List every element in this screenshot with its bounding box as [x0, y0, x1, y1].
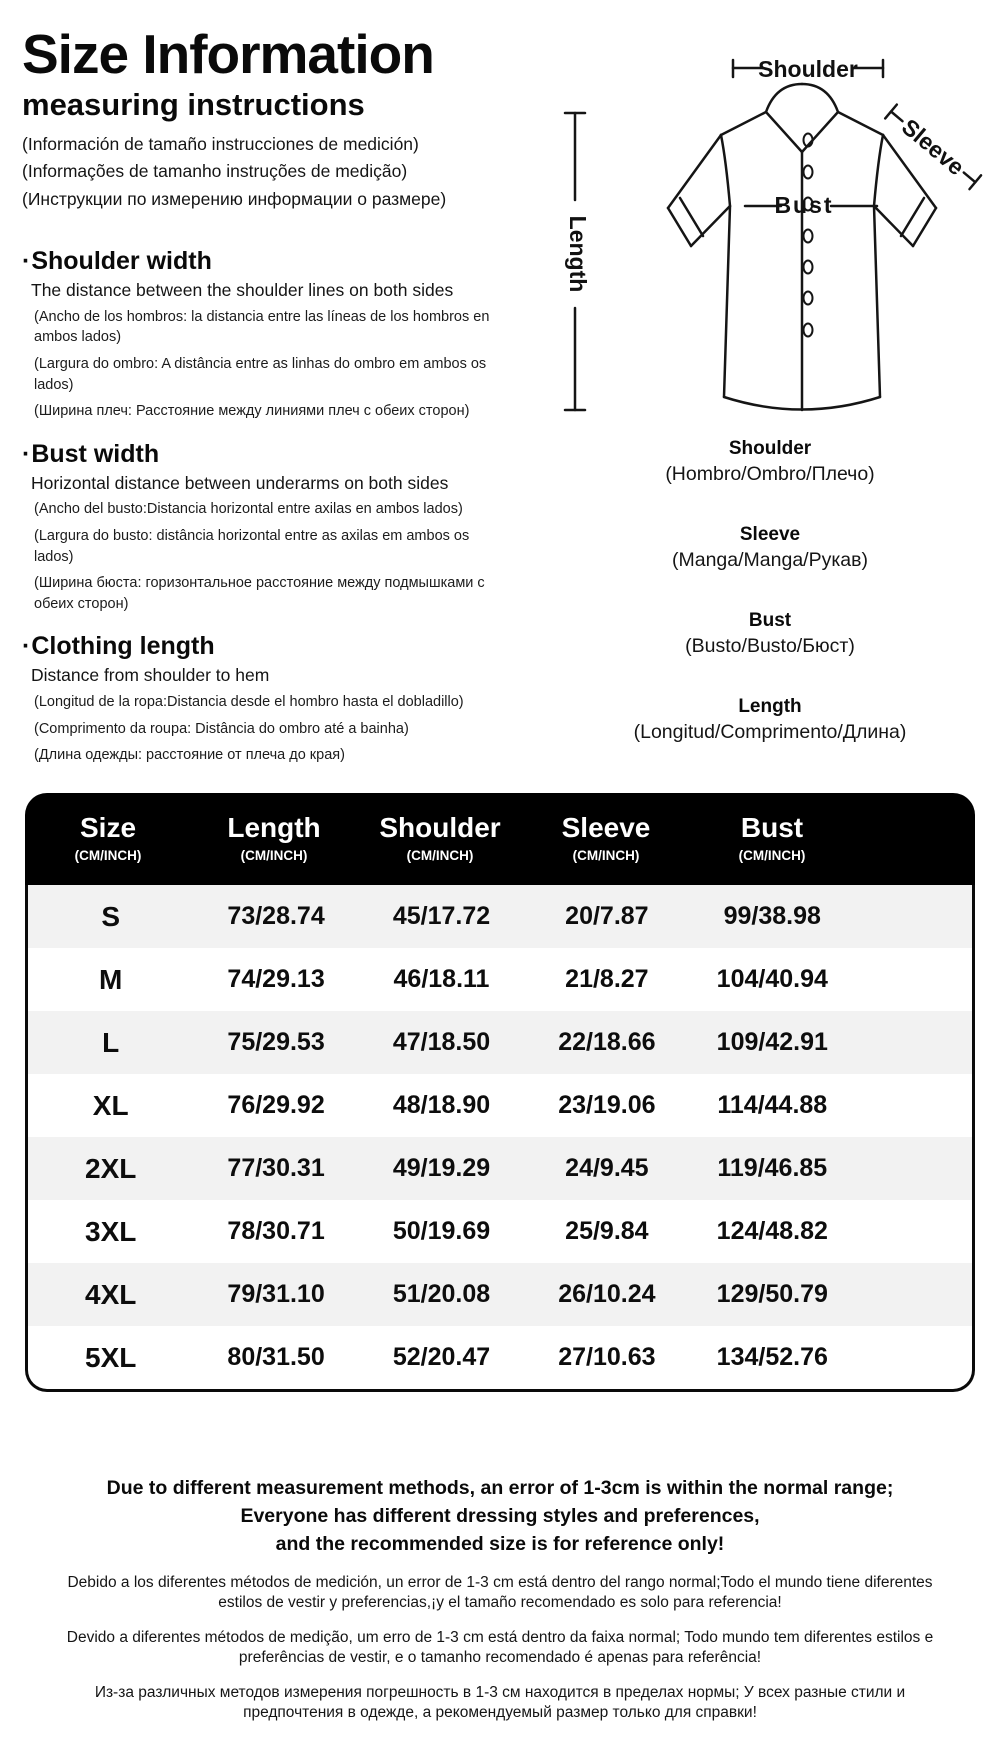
legend-label: Shoulder: [728, 438, 812, 459]
section-translation: (Largura do ombro: A distância entre as linhas do ombro em ambos os lados): [34, 355, 487, 393]
column-header: [357, 811, 523, 885]
cell-length: 79/31.10: [227, 1280, 325, 1308]
column-header-label: Sleeve: [561, 812, 651, 843]
column-header-unit: (CM/INCH): [240, 848, 308, 863]
cell-size: 4XL: [85, 1278, 137, 1310]
cell-shoulder: 49/19.29: [392, 1154, 491, 1182]
measuring-instructions-panel: [22, 23, 527, 772]
section-title: Bust width: [31, 439, 160, 468]
disclaimer-en-line: Everyone has different dressing styles and preferences,: [240, 1505, 760, 1527]
table-row: [28, 1137, 972, 1200]
cell-length: 76/29.92: [227, 1091, 325, 1119]
column-header: [689, 811, 855, 885]
cell-shoulder: 48/18.90: [392, 1091, 491, 1119]
section-bullet: ·: [22, 632, 31, 661]
cell-length: 75/29.53: [227, 1028, 325, 1056]
cell-bust: 114/44.88: [717, 1091, 828, 1119]
cell-sleeve: 23/19.06: [558, 1091, 656, 1119]
disclaimer-es: Debido a los diferentes métodos de medición, un error de 1-3 cm está dentro del rango normal;Todo el mundo tiene diferentes estilos de vestir y preferencias,¡y el tamaño recomendado es solo para referencia!: [67, 1574, 933, 1611]
column-header-unit: (CM/INCH): [74, 848, 142, 863]
sleeve-measure: [883, 102, 984, 193]
title-translations: [22, 131, 527, 213]
size-table-body: [25, 885, 975, 1392]
legend-translation: (Longitud/Comprimento/Длина): [633, 721, 907, 743]
section-translation: (Longitud de la ropa:Distancia desde el hombro hasta el dobladillo): [34, 694, 464, 711]
cell-sleeve: 25/9.84: [565, 1217, 649, 1245]
column-header: [523, 811, 689, 885]
cell-sleeve: 26/10.24: [558, 1280, 656, 1308]
shoulder-measure-label: Shoulder: [758, 56, 858, 82]
legend-translation: (Hombro/Ombro/Плечо): [665, 463, 875, 485]
section-translation: (Ancho de los hombros: la distancia entre las líneas de los hombros en ambos lados): [34, 308, 490, 346]
table-row: [28, 885, 972, 948]
cell-shoulder: 47/18.50: [392, 1028, 491, 1056]
section-bullet: ·: [22, 439, 31, 468]
table-row: [28, 1074, 972, 1137]
section-translations: [22, 307, 527, 422]
cell-bust: 109/42.91: [716, 1028, 828, 1056]
cell-bust: 124/48.82: [716, 1217, 828, 1245]
disclaimer-en-line: Due to different measurement methods, an error of 1-3cm is within the normal range;: [106, 1477, 894, 1499]
shirt-diagram-panel: [540, 40, 1000, 745]
section-description: Horizontal distance between underarms on both sides: [31, 472, 449, 493]
cell-sleeve: 20/7.87: [565, 902, 649, 930]
shirt-diagram: [540, 40, 1000, 425]
cell-size: XL: [92, 1089, 129, 1121]
cell-size: S: [101, 900, 121, 932]
table-row: [28, 948, 972, 1011]
shoulder-measure: [733, 56, 883, 82]
section-translation: (Длина одежды: расстояние от плеча до края): [34, 747, 345, 764]
section-heading: [22, 631, 527, 661]
table-row: [28, 1011, 972, 1074]
disclaimer-translations: [60, 1573, 940, 1723]
cell-bust: 119/46.85: [717, 1154, 828, 1182]
column-header: [25, 811, 191, 885]
column-header-label: Bust: [740, 812, 804, 843]
section-translations: [22, 692, 527, 766]
column-header-label: Length: [227, 812, 321, 843]
measure-section: [22, 246, 527, 422]
section-heading: [22, 246, 527, 276]
disclaimer-ru: Из-за различных методов измерения погрешность в 1-3 см находится в пределах нормы; У всех разные стили и предпочтения в одежде, а рекомендуемый размер только для справки!: [94, 1684, 906, 1721]
measure-legend: [540, 437, 1000, 745]
cell-shoulder: 52/20.47: [392, 1343, 491, 1371]
section-translation: (Ancho del busto:Distancia horizontal entre axilas en ambos lados): [34, 501, 463, 518]
cell-shoulder: 50/19.69: [392, 1217, 491, 1245]
size-table: [25, 793, 975, 1392]
legend-entry: [540, 609, 1000, 659]
legend-entry: [540, 523, 1000, 573]
disclaimer-en: [60, 1474, 940, 1558]
disclaimer-en-line: and the recommended size is for reference only!: [275, 1533, 725, 1555]
cell-length: 73/28.74: [227, 902, 325, 930]
table-row: [28, 1200, 972, 1263]
section-translations: [22, 499, 527, 614]
legend-label: Length: [738, 696, 802, 717]
bust-measure-label: Bust: [774, 192, 834, 218]
measure-sections: [22, 246, 527, 766]
section-heading: [22, 439, 527, 469]
page-title: Size Information: [22, 23, 434, 85]
legend-label: Bust: [748, 610, 792, 631]
page-subtitle: measuring instructions: [22, 87, 365, 123]
cell-bust: 104/40.94: [716, 965, 828, 993]
title-translation-es: (Información de tamaño instrucciones de medición): [22, 134, 419, 155]
cell-shoulder: 46/18.11: [393, 965, 490, 993]
section-description: Distance from shoulder to hem: [31, 665, 270, 686]
section-bullet: ·: [22, 247, 31, 276]
disclaimer: [60, 1474, 940, 1723]
table-row: [28, 1326, 972, 1389]
legend-label: Sleeve: [739, 524, 801, 545]
cell-shoulder: 45/17.72: [392, 902, 491, 930]
cell-size: 2XL: [85, 1152, 137, 1184]
legend-entry: [540, 695, 1000, 745]
cell-bust: 129/50.79: [716, 1280, 828, 1308]
size-table-header: [25, 793, 975, 885]
bust-measure: [745, 192, 877, 218]
cell-bust: 134/52.76: [716, 1343, 828, 1371]
section-translation: (Largura do busto: distância horizontal entre as axilas em ambos os lados): [34, 528, 470, 565]
shirt-outline: [668, 84, 936, 410]
disclaimer-pt: Devido a diferentes métodos de medição, um erro de 1-3 cm está dentro da faixa normal; Todo mundo tem diferentes estilos e preferências de vestir, e o tamanho recomendado é apenas para referência!: [66, 1629, 934, 1666]
section-translation: (Ширина бюста: горизонтальное расстояние между подмышками с обеих сторон): [34, 575, 485, 612]
cell-sleeve: 21/8.27: [565, 965, 649, 993]
column-header-unit: (CM/INCH): [406, 848, 474, 863]
column-header-unit: (CM/INCH): [572, 848, 640, 863]
cell-sleeve: 22/18.66: [558, 1028, 656, 1056]
cell-length: 77/30.31: [227, 1154, 325, 1182]
cell-size: L: [102, 1026, 120, 1058]
legend-translation: (Busto/Busto/Бюст): [685, 635, 855, 657]
measure-section: [22, 631, 527, 765]
section-title: Clothing length: [31, 632, 215, 661]
cell-length: 78/30.71: [227, 1217, 325, 1245]
cell-size: 3XL: [85, 1215, 137, 1247]
legend-translation: (Manga/Manga/Рукав): [672, 549, 868, 571]
section-translation: (Ширина плеч: Расстояние между линиями плеч с обеих сторон): [34, 403, 470, 420]
length-measure: [565, 113, 591, 410]
cell-bust: 99/38.98: [723, 902, 821, 930]
section-description: The distance between the shoulder lines on both sides: [31, 280, 454, 301]
cell-sleeve: 27/10.63: [558, 1343, 656, 1371]
column-header-label: Size: [79, 812, 137, 843]
column-header: [191, 811, 357, 885]
cell-length: 74/29.13: [227, 965, 325, 993]
cell-sleeve: 24/9.45: [565, 1154, 649, 1182]
shirt-buttons: [804, 134, 813, 337]
column-header-label: Shoulder: [379, 812, 501, 843]
table-row: [28, 1263, 972, 1326]
title-translation-ru: (Инструкции по измерению информации о размере): [22, 188, 447, 209]
cell-size: 5XL: [85, 1341, 137, 1373]
sleeve-measure-label: Sleeve: [896, 113, 970, 181]
legend-entry: [540, 437, 1000, 487]
title-translation-pt: (Informações de tamanho instruções de medição): [22, 161, 408, 182]
section-title: Shoulder width: [31, 247, 212, 276]
cell-length: 80/31.50: [227, 1343, 325, 1371]
cell-shoulder: 51/20.08: [392, 1280, 491, 1308]
length-measure-label: Length: [565, 215, 591, 293]
measure-section: [22, 439, 527, 615]
section-translation: (Comprimento da roupa: Distância do ombro até a bainha): [34, 720, 409, 737]
cell-size: M: [99, 963, 123, 995]
column-header-unit: (CM/INCH): [738, 848, 806, 863]
